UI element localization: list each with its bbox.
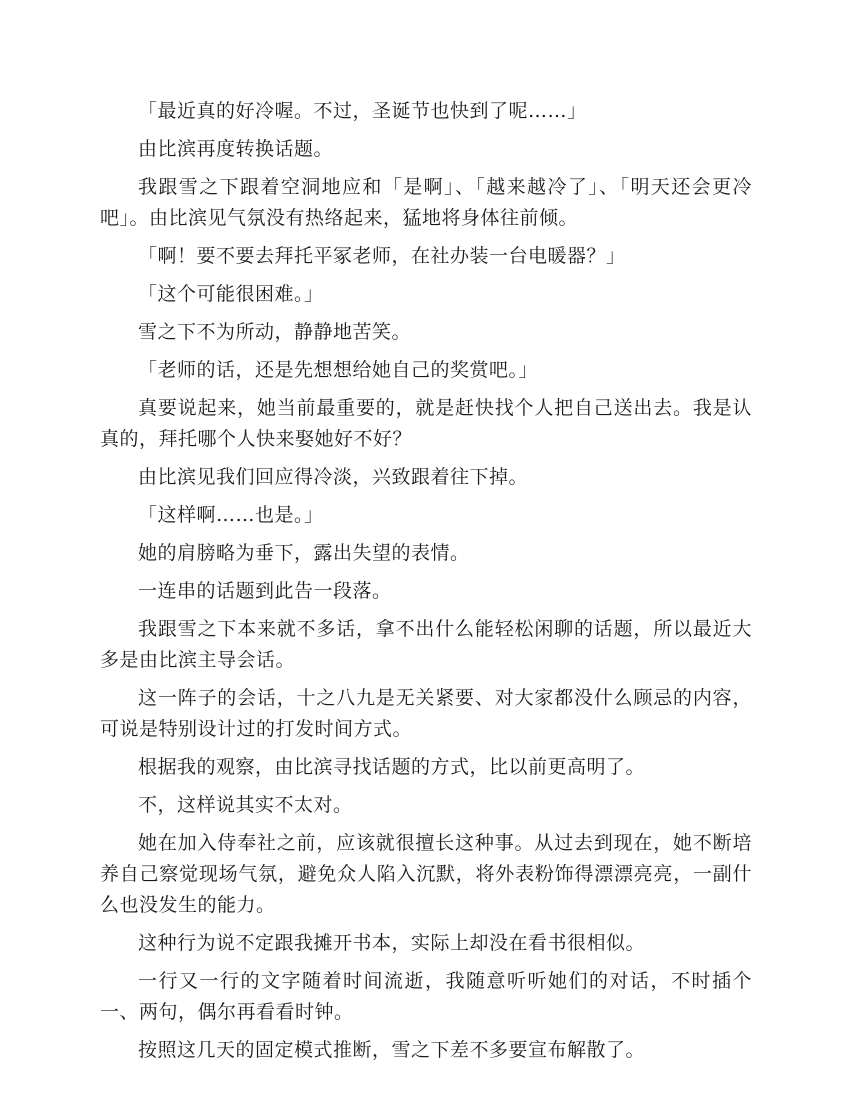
paragraph: 「最近真的好冷喔。不过，圣诞节也快到了呢……」 <box>138 100 587 122</box>
paragraph: 由比滨见我们回应得冷淡，兴致跟着往下掉。 <box>138 466 529 488</box>
paragraph: 真要说起来，她当前最重要的，就是赶快找个人把自己送出去。我是认真的，拜托哪个人快来娶她好不好？ <box>100 397 752 450</box>
paragraph: 不，这样说其实不太对。 <box>138 794 353 816</box>
body-text <box>100 96 752 1073</box>
paragraph: 根据我的观察，由比滨寻找话题的方式，比以前更高明了。 <box>138 756 646 778</box>
paragraph: 雪之下不为所动，静静地苦笑。 <box>138 321 412 343</box>
paragraph: 她在加入侍奉社之前，应该就很擅长这种事。从过去到现在，她不断培养自己察觉现场气氛，避免众人陷入沉默，将外表粉饰得漂漂亮亮，一副什么也没发生的能力。 <box>100 832 752 916</box>
paragraph: 我跟雪之下跟着空洞地应和「是啊」、「越来越冷了」、「明天还会更冷吧」。由比滨见气氛没有热络起来，猛地将身体往前倾。 <box>100 176 752 229</box>
paragraph: 「这样啊……也是。」 <box>138 504 324 526</box>
paragraph: 这一阵子的会话，十之八九是无关紧要、对大家都没什么顾忌的内容，可说是特别设计过的打发时间方式。 <box>100 687 752 740</box>
paragraph: 由比滨再度转换话题。 <box>138 138 334 160</box>
paragraph: 这种行为说不定跟我摊开书本，实际上却没在看书很相似。 <box>138 932 646 954</box>
paragraph: 按照这几天的固定模式推断，雪之下差不多要宣布解散了。 <box>138 1039 646 1061</box>
paragraph: 一行又一行的文字随着时间流逝，我随意听听她们的对话，不时插个一、两句，偶尔再看看时钟。 <box>100 970 752 1023</box>
paragraph: 「啊！要不要去拜托平冢老师，在社办装一台电暖器？」 <box>138 245 626 267</box>
paragraph: 我跟雪之下本来就不多话，拿不出什么能轻松闲聊的话题，所以最近大多是由比滨主导会话。 <box>100 618 752 671</box>
paragraph: 「这个可能很困难。」 <box>138 283 324 305</box>
paragraph: 一连串的话题到此告一段落。 <box>138 580 392 602</box>
paragraph: 「老师的话，还是先想想给她自己的奖赏吧。」 <box>138 359 539 381</box>
paragraph: 她的肩膀略为垂下，露出失望的表情。 <box>138 542 470 564</box>
